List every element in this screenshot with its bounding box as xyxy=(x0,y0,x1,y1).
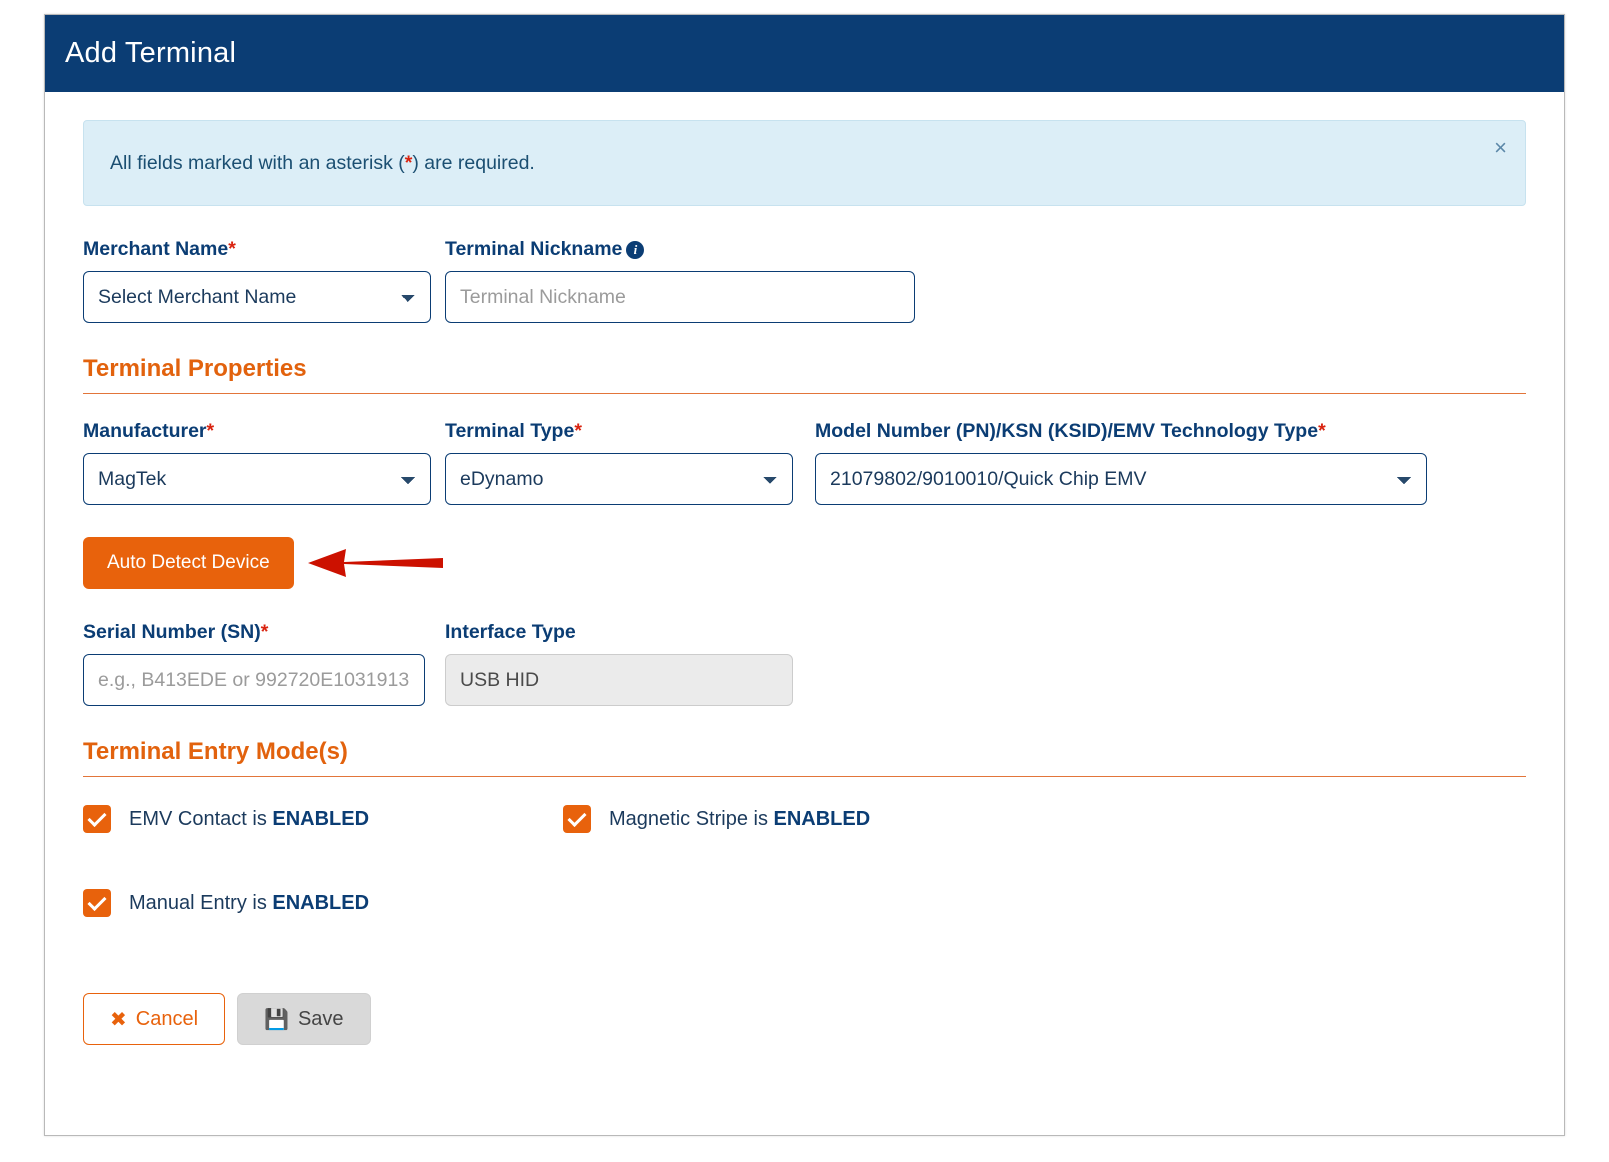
merchant-name-field xyxy=(83,238,431,323)
manufacturer-field xyxy=(83,420,431,505)
entry-mode-state: ENABLED xyxy=(272,807,370,830)
serial-interface-row xyxy=(83,621,1526,706)
model-number-select[interactable] xyxy=(815,453,1427,505)
auto-detect-row xyxy=(83,537,1526,589)
terminal-type-field xyxy=(445,420,793,505)
interface-type-label: Interface Type xyxy=(445,621,576,643)
modal-header xyxy=(45,15,1564,92)
entry-modes-title: Terminal Entry Mode(s) xyxy=(83,738,348,765)
cancel-button[interactable] xyxy=(83,993,225,1045)
model-number-label xyxy=(815,420,1427,443)
terminal-type-required: * xyxy=(574,420,582,442)
entry-mode-state: ENABLED xyxy=(773,807,871,830)
merchant-name-label xyxy=(83,238,431,261)
manufacturer-select[interactable] xyxy=(83,453,431,505)
entry-modes-row-2 xyxy=(83,889,1526,917)
alert-text-after: ) are required. xyxy=(412,151,535,174)
model-number-field xyxy=(815,420,1427,505)
terminal-properties-row xyxy=(83,420,1526,505)
modal-body xyxy=(45,92,1564,1045)
manufacturer-required: * xyxy=(206,420,215,442)
info-icon[interactable]: i xyxy=(626,241,644,259)
terminal-type-label-text: Terminal Type xyxy=(445,420,575,442)
alert-text-before: All fields marked with an asterisk ( xyxy=(110,151,405,174)
entry-modes-section-header xyxy=(83,738,1526,777)
save-button-label: Save xyxy=(297,1007,344,1030)
manufacturer-label xyxy=(83,420,431,443)
entry-mode-label xyxy=(129,808,369,831)
alert-message xyxy=(110,152,535,175)
required-fields-alert xyxy=(83,120,1526,206)
terminal-properties-section-header xyxy=(83,355,1526,394)
interface-type-value: USB HID xyxy=(445,654,793,706)
entry-mode-manual-entry[interactable] xyxy=(83,889,563,917)
entry-mode-state: ENABLED xyxy=(272,891,370,914)
checkbox-checked-icon[interactable] xyxy=(83,889,111,917)
entry-mode-label xyxy=(129,892,369,915)
merchant-nickname-row xyxy=(83,238,1526,323)
merchant-name-required: * xyxy=(228,238,236,260)
terminal-type-label xyxy=(445,420,793,443)
floppy-disk-icon: 💾 xyxy=(264,1008,289,1031)
entry-mode-emv-contact[interactable] xyxy=(83,805,563,833)
serial-number-label-text: Serial Number (SN) xyxy=(83,621,261,643)
page-title: Add Terminal xyxy=(65,37,237,69)
save-button[interactable] xyxy=(237,993,371,1045)
terminal-nickname-label xyxy=(445,238,915,261)
entry-mode-label-prefix: Manual Entry is xyxy=(129,891,273,914)
serial-number-label xyxy=(83,621,425,644)
model-number-label-text: Model Number (PN)/KSN (KSID)/EMV Technology Type xyxy=(815,420,1319,442)
x-icon: ✖ xyxy=(110,1008,127,1031)
checkbox-checked-icon[interactable] xyxy=(563,805,591,833)
entry-mode-magnetic-stripe[interactable] xyxy=(563,805,870,833)
model-number-required: * xyxy=(1318,420,1326,442)
terminal-nickname-input[interactable] xyxy=(445,271,915,323)
checkbox-checked-icon[interactable] xyxy=(83,805,111,833)
terminal-nickname-field xyxy=(445,238,915,323)
form-actions xyxy=(83,993,1526,1045)
terminal-properties-title: Terminal Properties xyxy=(83,355,307,382)
interface-type-field xyxy=(445,621,793,706)
entry-mode-label xyxy=(609,808,870,831)
terminal-type-select[interactable] xyxy=(445,453,793,505)
arrow-icon xyxy=(308,546,443,580)
close-icon[interactable]: × xyxy=(1494,135,1507,160)
annotation-arrow xyxy=(308,537,443,589)
serial-number-field xyxy=(83,621,425,706)
merchant-name-select[interactable] xyxy=(83,271,431,323)
terminal-nickname-label-text: Terminal Nickname xyxy=(445,238,623,260)
manufacturer-label-text: Manufacturer xyxy=(83,420,207,442)
entry-mode-label-prefix: EMV Contact is xyxy=(129,807,273,830)
add-terminal-modal xyxy=(44,14,1565,1136)
serial-number-required: * xyxy=(260,621,269,643)
merchant-name-label-text: Merchant Name xyxy=(83,238,229,260)
alert-asterisk: * xyxy=(404,151,413,174)
entry-mode-label-prefix: Magnetic Stripe is xyxy=(609,807,774,830)
auto-detect-device-button[interactable]: Auto Detect Device xyxy=(83,537,294,589)
serial-number-input[interactable] xyxy=(83,654,425,706)
entry-modes-row-1 xyxy=(83,805,1526,833)
cancel-button-label: Cancel xyxy=(135,1007,199,1030)
